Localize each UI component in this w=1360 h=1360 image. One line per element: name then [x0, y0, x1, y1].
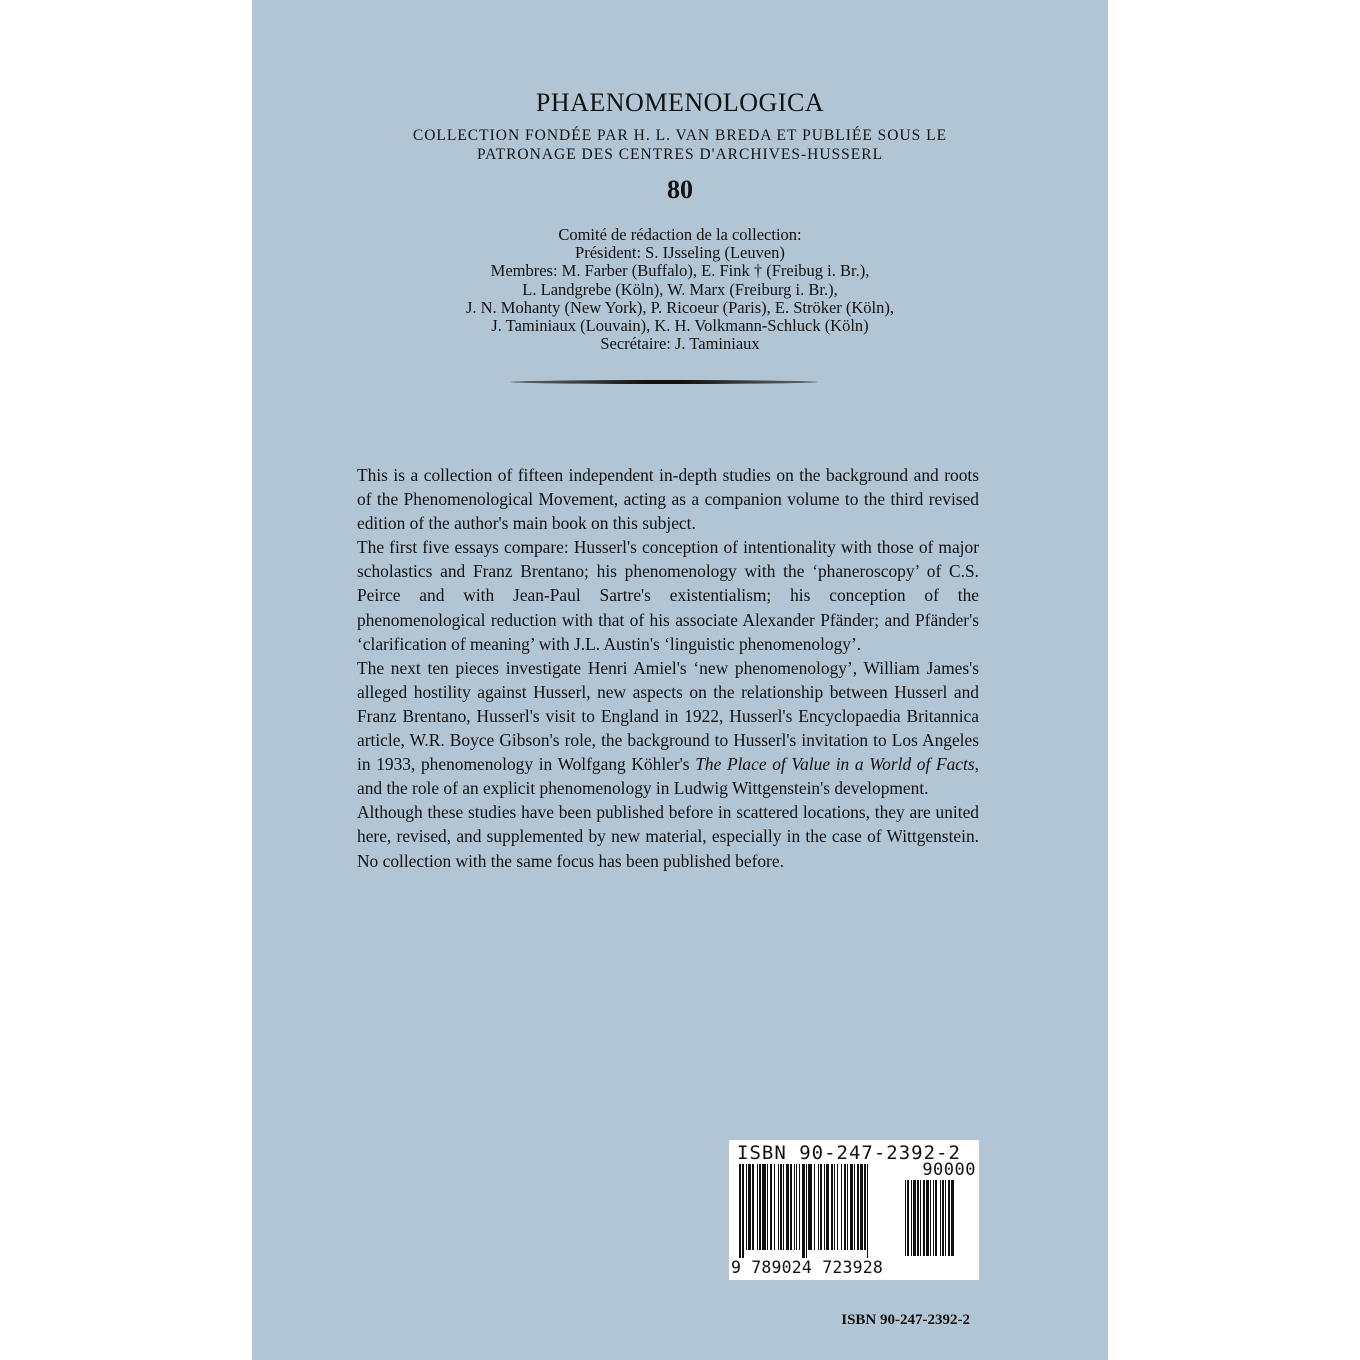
barcode-bar — [926, 1180, 929, 1256]
barcode-ean-digits: 9 789024 723928 — [731, 1258, 884, 1277]
barcode-bar — [935, 1180, 937, 1256]
barcode-bar — [799, 1164, 800, 1250]
barcode-bar — [746, 1164, 747, 1250]
barcode-bar — [794, 1164, 795, 1250]
barcode-bar — [820, 1164, 822, 1250]
barcode-bar — [831, 1164, 833, 1250]
barcode-bar — [945, 1180, 946, 1256]
barcode-label — [729, 1140, 979, 1280]
barcode-bar — [780, 1164, 782, 1250]
barcode-bar — [748, 1164, 751, 1250]
barcode-bar — [854, 1164, 855, 1250]
book-title-italic: The Place of Value in a World of Facts — [695, 754, 975, 775]
barcode-bar — [790, 1164, 792, 1250]
isbn-footer: ISBN 90-247-2392-2 — [841, 1312, 970, 1328]
description-paragraph: The first five essays compare: Husserl's conception of intentionality with those of major scholastics and Franz Brentano; his phenomenology with the ‘phaneroscopy’ of C.S. Peirce and with Jean-Paul Sartre's existentialism; his conception of the phenomenological reduction with that of his associate Alexander Pfänder; and Pfänder's ‘clarification of meaning’ with J.L. Austin's ‘linguistic phenomenology’. — [357, 537, 979, 654]
barcode-bar — [933, 1180, 934, 1256]
barcode-bar — [783, 1164, 784, 1250]
barcode-icon — [739, 1164, 899, 1260]
barcode-bar — [920, 1180, 921, 1256]
barcode-addon-digits: 90000 — [922, 1160, 976, 1180]
committee-line: Secrétaire: J. Taminiaux — [600, 334, 760, 354]
description-paragraph — [357, 656, 979, 801]
decorative-rule — [510, 380, 818, 384]
barcode-bar — [923, 1180, 925, 1256]
barcode-bar — [834, 1164, 835, 1250]
committee-line: Comité de rédaction de la collection: — [558, 225, 802, 244]
series-subtitle-line: COLLECTION FONDÉE PAR H. L. VAN BREDA ET PUBLIÉE SOUS LE — [412, 127, 948, 144]
barcode-bar — [824, 1164, 825, 1250]
committee-line: Président: S. IJsseling (Leuven) — [575, 243, 785, 263]
barcode-bar — [847, 1164, 848, 1250]
barcode-bar — [913, 1180, 916, 1256]
barcode-bar — [911, 1180, 912, 1256]
series-subtitle-line: PATRONAGE DES CENTRES D'ARCHIVES-HUSSERL — [476, 146, 884, 163]
barcode-bar — [841, 1164, 842, 1250]
series-subtitle — [252, 126, 1108, 164]
barcode-addon-icon — [905, 1180, 971, 1260]
barcode-bar — [767, 1164, 768, 1250]
description-paragraph: Although these studies have been published before in scattered locations, they are united here, revised, and supplemented by new material, especially in the case of Wittgenstein. No collection with the same focus has been published before. — [357, 802, 979, 871]
barcode-bar — [907, 1180, 909, 1256]
barcode-bar — [778, 1164, 779, 1250]
description-text: , and the role of an explicit phenomenology in Ludwig Wittgenstein's development. — [357, 754, 979, 799]
barcode-bar — [864, 1164, 866, 1250]
barcode-bar — [948, 1180, 950, 1256]
editorial-committee — [252, 226, 1108, 353]
committee-line: Membres: M. Farber (Buffalo), E. Fink † (Freibug i. Br.), — [490, 261, 870, 281]
barcode-bar — [844, 1164, 846, 1250]
committee-line: J. Taminiaux (Louvain), K. H. Volkmann-Schluck (Köln) — [491, 316, 869, 336]
barcode-bar — [930, 1180, 931, 1256]
barcode-bar — [774, 1164, 775, 1250]
barcode-bar — [808, 1164, 812, 1250]
barcode-bar — [837, 1164, 838, 1250]
barcode-bar — [806, 1164, 807, 1258]
barcode-bar — [905, 1180, 906, 1256]
barcode-bar — [770, 1164, 772, 1250]
barcode-bar — [802, 1164, 805, 1258]
barcode-bar — [860, 1164, 863, 1250]
barcode-bar — [850, 1164, 853, 1250]
series-title: PHAENOMENOLOGICA — [535, 88, 825, 117]
barcode-bar — [942, 1180, 944, 1256]
barcode-bar — [951, 1180, 954, 1256]
barcode-bar — [757, 1164, 758, 1250]
barcode-bar — [857, 1164, 859, 1250]
barcode-bar — [814, 1164, 815, 1250]
barcode-bar — [826, 1164, 829, 1250]
committee-line: L. Landgrebe (Köln), W. Marx (Freiburg i. Br.), — [522, 279, 838, 299]
barcode-bar — [796, 1164, 797, 1250]
series-number: 80 — [667, 175, 693, 204]
barcode-bar — [818, 1164, 819, 1250]
barcode-bar — [762, 1164, 766, 1250]
barcode-bar — [742, 1164, 744, 1258]
barcode-bar — [940, 1180, 941, 1256]
barcode-bar — [759, 1164, 761, 1250]
barcode-isbn-text: ISBN 90-247-2392-2 — [737, 1142, 961, 1164]
description-paragraph: This is a collection of fifteen independent in-depth studies on the background and roots of the Phenomenological Movement, acting as a companion volume to the third revised edition of the author's main book on this subject. — [357, 465, 979, 534]
barcode-bar — [786, 1164, 789, 1250]
committee-line: J. N. Mohanty (New York), P. Ricoeur (Paris), E. Ströker (Köln), — [465, 297, 895, 317]
description-text: The next ten pieces investigate Henri Amiel's ‘new phenomenology’, William James's alleged hostility against Husserl, new aspects on the relationship between Husserl and Franz Brentano, Husserl's visit to England in 1922, Husserl's Encyclopaedia Britannica article, W.R. Boyce Gibson's role, the background to Husserl's invitation to Los Angeles in 1933, phenomenology in Wolfgang Köhler's — [357, 657, 979, 775]
book-description — [357, 463, 979, 873]
barcode-bar — [917, 1180, 919, 1256]
barcode-bar — [867, 1164, 868, 1258]
barcode-bar — [752, 1164, 754, 1250]
back-cover — [252, 0, 1108, 1360]
barcode-bar — [739, 1164, 741, 1258]
